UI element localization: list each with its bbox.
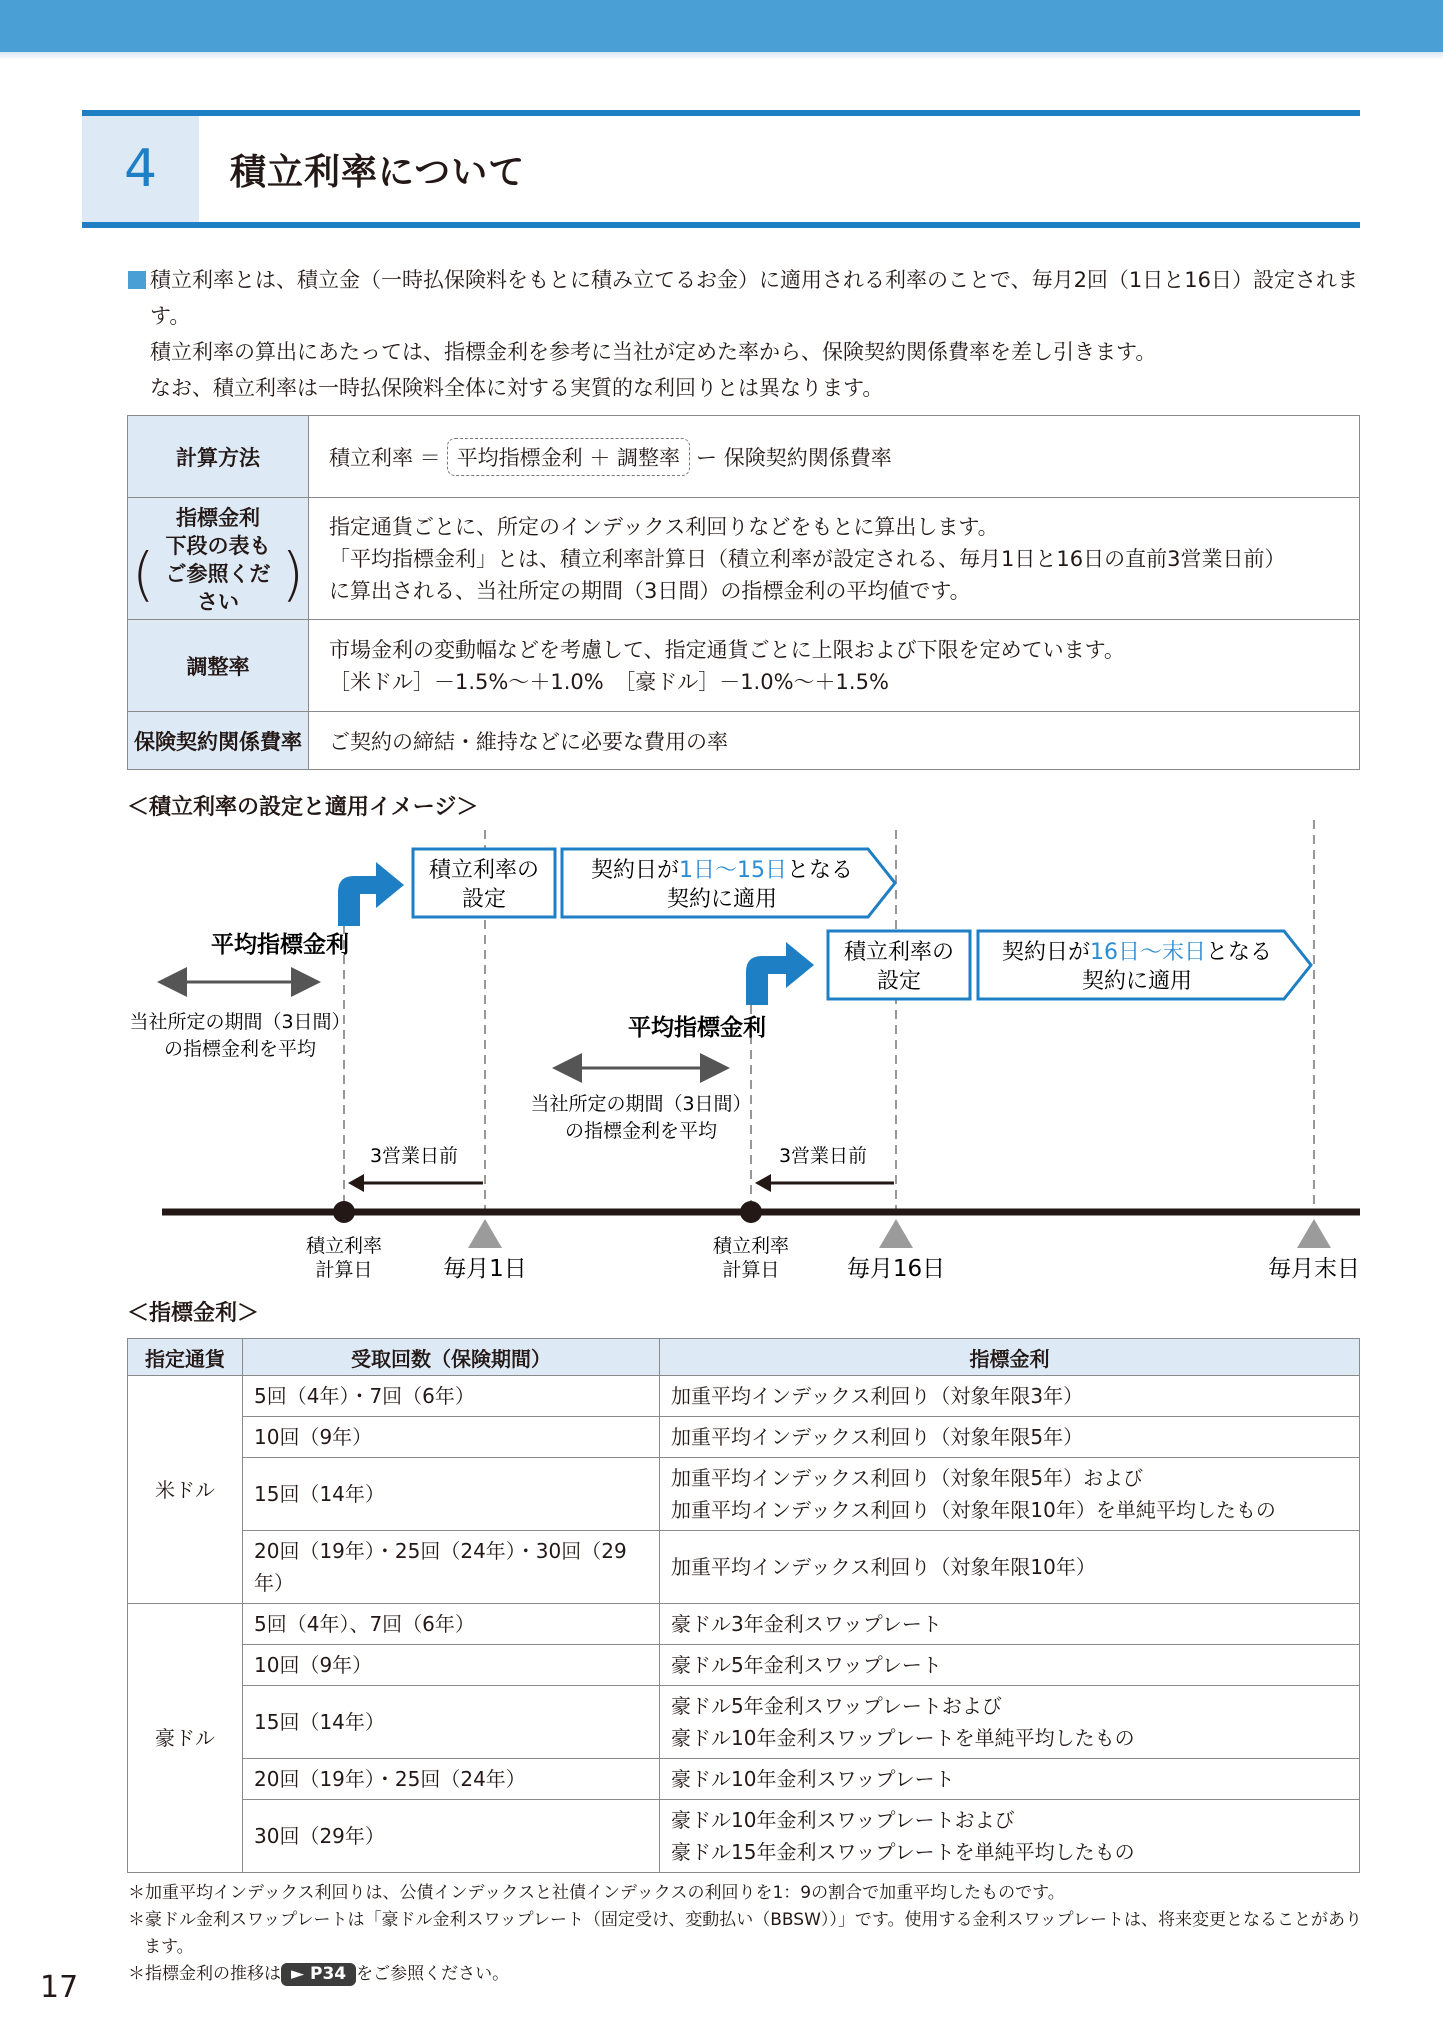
table-row: 15回（14年） 加重平均インデックス利回り（対象年限5年）および 加重平均インデックス利回り（対象年限10年）を単純平均したもの: [128, 1458, 1360, 1531]
table-row: 30回（29年） 豪ドル10年金利スワップレートおよび 豪ドル15年金利スワップレートを単純平均したもの: [128, 1800, 1360, 1873]
setting-label-2a: 積立利率の: [843, 940, 955, 965]
bent-arrow-icon: [746, 942, 814, 1005]
footnotes: [128, 1880, 1368, 1988]
calc-day-label-1a: 積立利率: [305, 1235, 383, 1257]
setting-label-1a: 積立利率の: [428, 858, 540, 883]
col-term: 受取回数（保険期間）: [243, 1339, 660, 1376]
calc-day-dot-2: [740, 1201, 762, 1223]
footnote-3: ＊指標金利の推移は ► P34 をご参照ください。: [128, 1964, 510, 1984]
index-rate-label: 指標金利 ( 下段の表も ご参照ください ): [128, 498, 309, 620]
table-row: 10回（9年） 豪ドル5年金利スワップレート: [128, 1645, 1360, 1686]
calc-day-label-1b: 計算日: [315, 1259, 373, 1281]
setting-label-1b: 設定: [461, 887, 507, 912]
intro-line-2: 積立利率の算出にあたっては、指標金利を参考に当社が定めた率から、保険契約関係費率を差し引きます。: [150, 340, 1157, 364]
formula-dashed-box: 平均指標金利 ＋ 調整率: [447, 438, 690, 476]
calc-day-label-2b: 計算日: [722, 1259, 780, 1281]
expense-description: ご契約の締結・維持などに必要な費用の率: [309, 712, 1360, 770]
footnote-1: ＊加重平均インデックス利回りは、公債インデックスと社債インデックスの利回りを1：9の割合で加重平均したものです。: [128, 1883, 1065, 1903]
day1-triangle-icon: [468, 1219, 502, 1248]
month-end-label: 毎月末日: [1268, 1256, 1360, 1282]
day16-label: 毎月16日: [846, 1256, 946, 1282]
avg-rate-label-1: 平均指標金利: [211, 932, 349, 958]
adjustment-description: 市場金利の変動幅などを考慮して、指定通貨ごとに上限および下限を定めています。 ［米ドル］－1.5%～＋1.0% ［豪ドル］－1.0%～＋1.5%: [309, 620, 1360, 712]
left-arrowhead-icon: [348, 1174, 364, 1192]
index-rate-description: 指定通貨ごとに、所定のインデックス利回りなどをもとに算出します。 「平均指標金利」とは、積立利率計算日（積立利率が設定される、毎月1日と16日の直前3営業日前） に算出される、当社所定の期間（3日間）の指標金利の平均値です。: [309, 498, 1360, 620]
day16-triangle-icon: [879, 1219, 913, 1248]
contract-label-2: 契約日が16日～末日となる: [1001, 940, 1273, 965]
diagram-heading: ＜積立利率の設定と適用イメージ＞: [127, 795, 479, 820]
apply-label-1: 契約に適用: [666, 887, 778, 912]
table-row: 15回（14年） 豪ドル5年金利スワップレートおよび 豪ドル10年金利スワップレートを単純平均したもの: [128, 1686, 1360, 1759]
expense-label: 保険契約関係費率: [128, 712, 309, 770]
calc-day-label-2a: 積立利率: [712, 1235, 790, 1257]
calc-method-formula: 積立利率 ＝ 平均指標金利 ＋ 調整率 ー 保険契約関係費率: [309, 416, 1360, 498]
days-before-label-2: 3営業日前: [778, 1145, 868, 1167]
page-reference-link[interactable]: ► P34: [281, 1963, 356, 1986]
setting-label-2b: 設定: [876, 969, 922, 994]
page-number: 17: [40, 1970, 79, 2005]
paren-note: ( 下段の表も ご参照ください ): [132, 533, 304, 614]
contract-label-1: 契約日が1日～15日となる: [590, 858, 854, 883]
currency-aud: 豪ドル: [128, 1604, 243, 1873]
section-number: 4: [82, 116, 199, 222]
adjustment-label: 調整率: [128, 620, 309, 712]
month-end-triangle-icon: [1297, 1219, 1331, 1248]
calc-method-label: 計算方法: [128, 416, 309, 498]
avg-rate-label-2: 平均指標金利: [628, 1015, 766, 1041]
period-label-2a: 当社所定の期間（3日間）: [530, 1093, 752, 1115]
index-rate-table: [127, 1338, 1360, 1873]
period-label-1a: 当社所定の期間（3日間）: [129, 1011, 351, 1033]
table-row: 豪ドル 5回（4年）、7回（6年） 豪ドル3年金利スワップレート: [128, 1604, 1360, 1645]
footnote-2: ＊豪ドル金利スワップレートは「豪ドル金利スワップレート（固定受け、変動払い（BBSW））」です。使用する金利スワップレートは、将来変更となることがあります。: [128, 1910, 1362, 1957]
table-row: 10回（9年） 加重平均インデックス利回り（対象年限5年）: [128, 1417, 1360, 1458]
period-label-2b: の指標金利を平均: [564, 1120, 718, 1142]
table-row: 20回（19年）・25回（24年）・30回（29年） 加重平均インデックス利回り（対象年限10年）: [128, 1531, 1360, 1604]
apply-label-2: 契約に適用: [1081, 969, 1193, 994]
day1-label: 毎月1日: [443, 1256, 527, 1282]
period-label-1b: の指標金利を平均: [163, 1038, 317, 1060]
index-heading: ＜指標金利＞: [127, 1301, 260, 1326]
bent-arrow-icon: [338, 862, 404, 926]
section-title: 積立利率について: [230, 151, 526, 193]
table-row: 米ドル 5回（4年）・7回（6年） 加重平均インデックス利回り（対象年限3年）: [128, 1376, 1360, 1417]
col-index-rate: 指標金利: [660, 1339, 1360, 1376]
left-arrowhead-icon: [755, 1174, 771, 1192]
calc-day-dot-1: [333, 1201, 355, 1223]
days-before-label-1: 3営業日前: [369, 1145, 459, 1167]
index-table-header: [128, 1339, 1360, 1376]
intro-line-1: 積立利率とは、積立金（一時払保険料をもとに積み立てるお金）に適用される利率のことで、毎月2回（1日と16日）設定されます。: [128, 262, 1368, 334]
intro-line-3: なお、積立利率は一時払保険料全体に対する実質的な利回りとは異なります。: [150, 376, 884, 400]
col-currency: 指定通貨: [128, 1339, 243, 1376]
table-row: 20回（19年）・25回（24年） 豪ドル10年金利スワップレート: [128, 1759, 1360, 1800]
currency-usd: 米ドル: [128, 1376, 243, 1604]
